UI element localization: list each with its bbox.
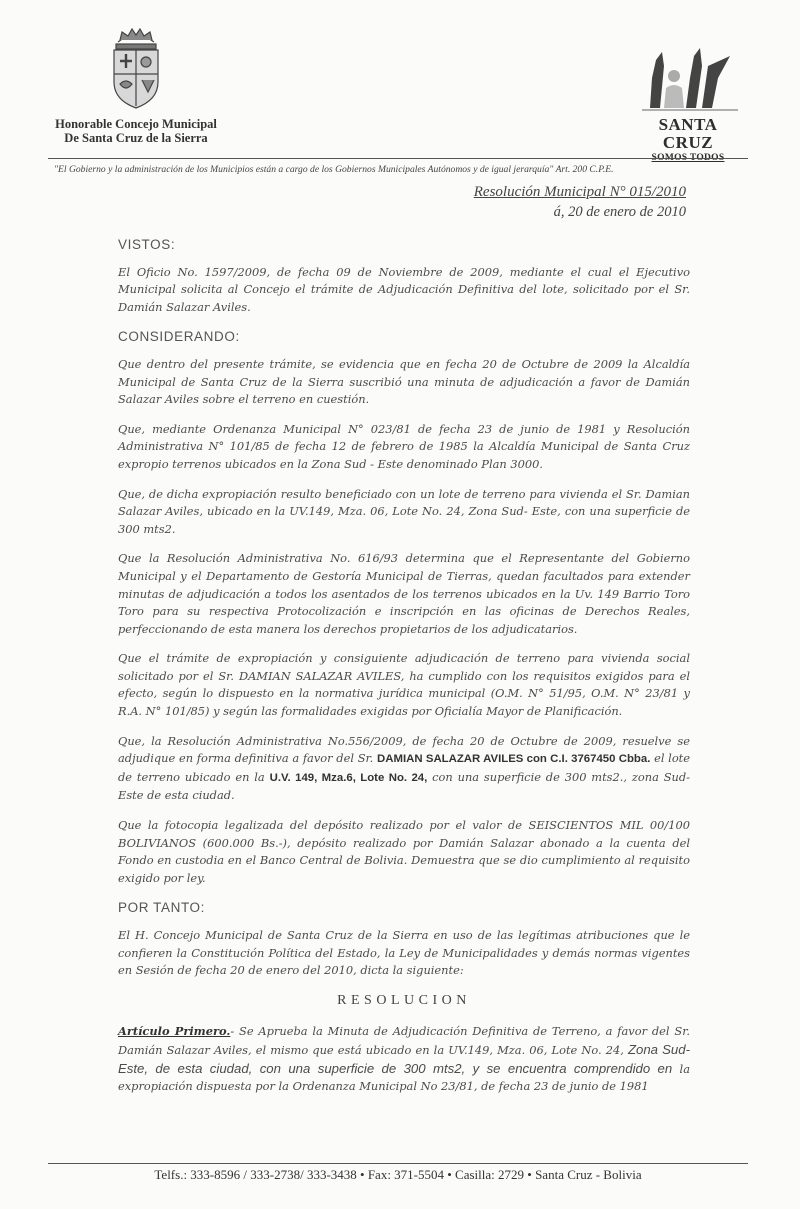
constitution-quote: "El Gobierno y la administración de los Municipios están a cargo de los Gobiernos Municipales Autónomos y de igual jerarquía" Art. 200 C.P.E. xyxy=(54,164,614,175)
considerando-paragraph-4: Que la Resolución Administrativa No. 616/93 determina que el Representante del Gobierno Municipal y el Departamento de Gestoría Municipal de Tierras, quedan facultados para extender minutas de adjudicación a todos los asentados de los terrenos ubicados en la Uv. 149 Barrio Toro Toro para su respectiva Protocolización e inscripción en las oficinas de Derechos Reales, perfeccionando de esta manera los derechos propietarios de los adjudicatarios. xyxy=(118,551,690,636)
council-name-line2: De Santa Cruz de la Sierra xyxy=(64,131,208,145)
art1-text-b: Zona Sud- Este, de esta ciudad, con una superficie de 300 mts2, y se encuentra comprendido en xyxy=(118,1041,690,1076)
resolution-date: á, 20 de enero de 2010 xyxy=(553,204,686,220)
c6-text-b: el lote de terreno ubicado en la xyxy=(118,751,691,784)
c6-bold-location: U.V. 149, Mza.6, Lote No. 24, xyxy=(269,771,428,784)
art1-text-a: - Se Aprueba la Minuta de Adjudicación Definitiva de Terreno, a favor del Sr. Damián Salazar Aviles, el mismo que está ubicado en la UV.149, Mza. 06, Lote No. 24, xyxy=(118,1024,691,1057)
coat-of-arms-icon xyxy=(104,26,168,112)
footer-divider xyxy=(48,1163,748,1164)
brand-line2: SOMOS TODOS xyxy=(651,153,725,163)
resolucion-heading: RESOLUCION xyxy=(337,992,471,1008)
vistos-heading: VISTOS: xyxy=(118,237,176,252)
considerando-paragraph-1: Que dentro del presente trámite, se evidencia que en fecha 20 de Octubre de 2009 la Alcaldía Municipal de Santa Cruz de la Sierra suscribió una minuta de adjudicación a favor de Damián Salazar Aviles sobre el terreno en cuestión. xyxy=(118,356,690,407)
council-name xyxy=(40,117,232,145)
c6-bold-name: DAMIAN SALAZAR AVILES con C.I. 3767450 Cbba. xyxy=(377,753,651,766)
resolution-title: Resolución Municipal N° 015/2010 xyxy=(473,184,686,200)
council-name-line1: Honorable Concejo Municipal xyxy=(55,117,217,131)
portanto-heading: POR TANTO: xyxy=(118,900,206,916)
articulo-primero-label: Artículo Primero. xyxy=(118,1024,231,1039)
portanto-paragraph: El H. Concejo Municipal de Santa Cruz de la Sierra en uso de las legítimas atribuciones que le confieren la Constitución Política del Estado, la Ley de Municipalidades y demás normas vigentes en Sesión de fecha 20 de enero del 2010, dicta la siguiente: xyxy=(118,928,690,978)
brand-name xyxy=(636,116,740,164)
considerando-paragraph-7: Que la fotocopia legalizada del depósito realizado por el valor de SEISCIENTOS MIL 00/100 BOLIVIANOS (600.000 Bs.-), depósito realizado por Damián Salazar abonado a la cuenta del Fondo en custodia en el Banco Central de Bolivia. Demuestra que se dio cumplimiento al requisito exigido por ley. xyxy=(118,818,690,885)
considerando-heading: CONSIDERANDO: xyxy=(118,329,240,345)
articulo-primero xyxy=(118,1023,690,1095)
considerando-paragraph-6 xyxy=(118,733,690,805)
footer-contact: Telfs.: 333-8596 / 333-2738/ 333-3438 • Fax: 371-5504 • Casilla: 2729 • Santa Cruz - Bolivia xyxy=(154,1167,642,1182)
considerando-paragraph-3: Que, de dicha expropiación resulto beneficiado con un lote de terreno para vivienda el Sr. Damian Salazar Aviles, ubicado en la UV.149, Mza. 06, Lote No. 24, Zona Sud- Este, con una superficie de 300 mts2. xyxy=(118,486,690,536)
considerando-paragraph-5: Que el trámite de expropiación y consiguiente adjudicación de terreno para vivienda social solicitado por el Sr. DAMIAN SALAZAR AVILES, ha cumplido con los requisitos exigidos para el efecto, según lo dispuesto en la normativa jurídica municipal (O.M. N° 51/95, O.M. N° 23/81 y R.A. N° 101/85) y según las formalidades exigidas por Oficialía Mayor de Planificación. xyxy=(118,651,690,719)
vistos-paragraph: El Oficio No. 1597/2009, de fecha 09 de Noviembre de 2009, mediante el cual el Ejecutivo Municipal solicita al Concejo el trámite de Adjudicación Definitiva del lote, solicitado por el Sr. Damián Salazar Aviles. xyxy=(118,264,690,314)
c6-text-c: con una superficie de 300 mts2., zona Sud-Este de esta ciudad. xyxy=(118,769,691,803)
brand-line1: SANTA CRUZ xyxy=(658,115,718,152)
resolution-body xyxy=(118,232,690,1108)
considerando-paragraph-2: Que, mediante Ordenanza Municipal N° 023/81 de fecha 23 de junio de 1981 y Resolución Administrativa N° 101/85 de fecha 12 de febrero de 1985 la Alcaldía Municipal de Santa Cruz expropio terrenos ubicados en la Zona Sud - Este denominado Plan 3000. xyxy=(118,421,690,471)
header-divider xyxy=(48,158,748,159)
art1-text-c: la expropiación dispuesta por la Ordenanza Municipal No 23/81, de fecha 23 de junio de 1981 xyxy=(118,1061,690,1094)
c6-text-a: Que, la Resolución Administrativa No.556/2009, de fecha 20 de Octubre de 2009, resuelve se adjudique en forma definitiva a favor del Sr. xyxy=(118,733,690,766)
